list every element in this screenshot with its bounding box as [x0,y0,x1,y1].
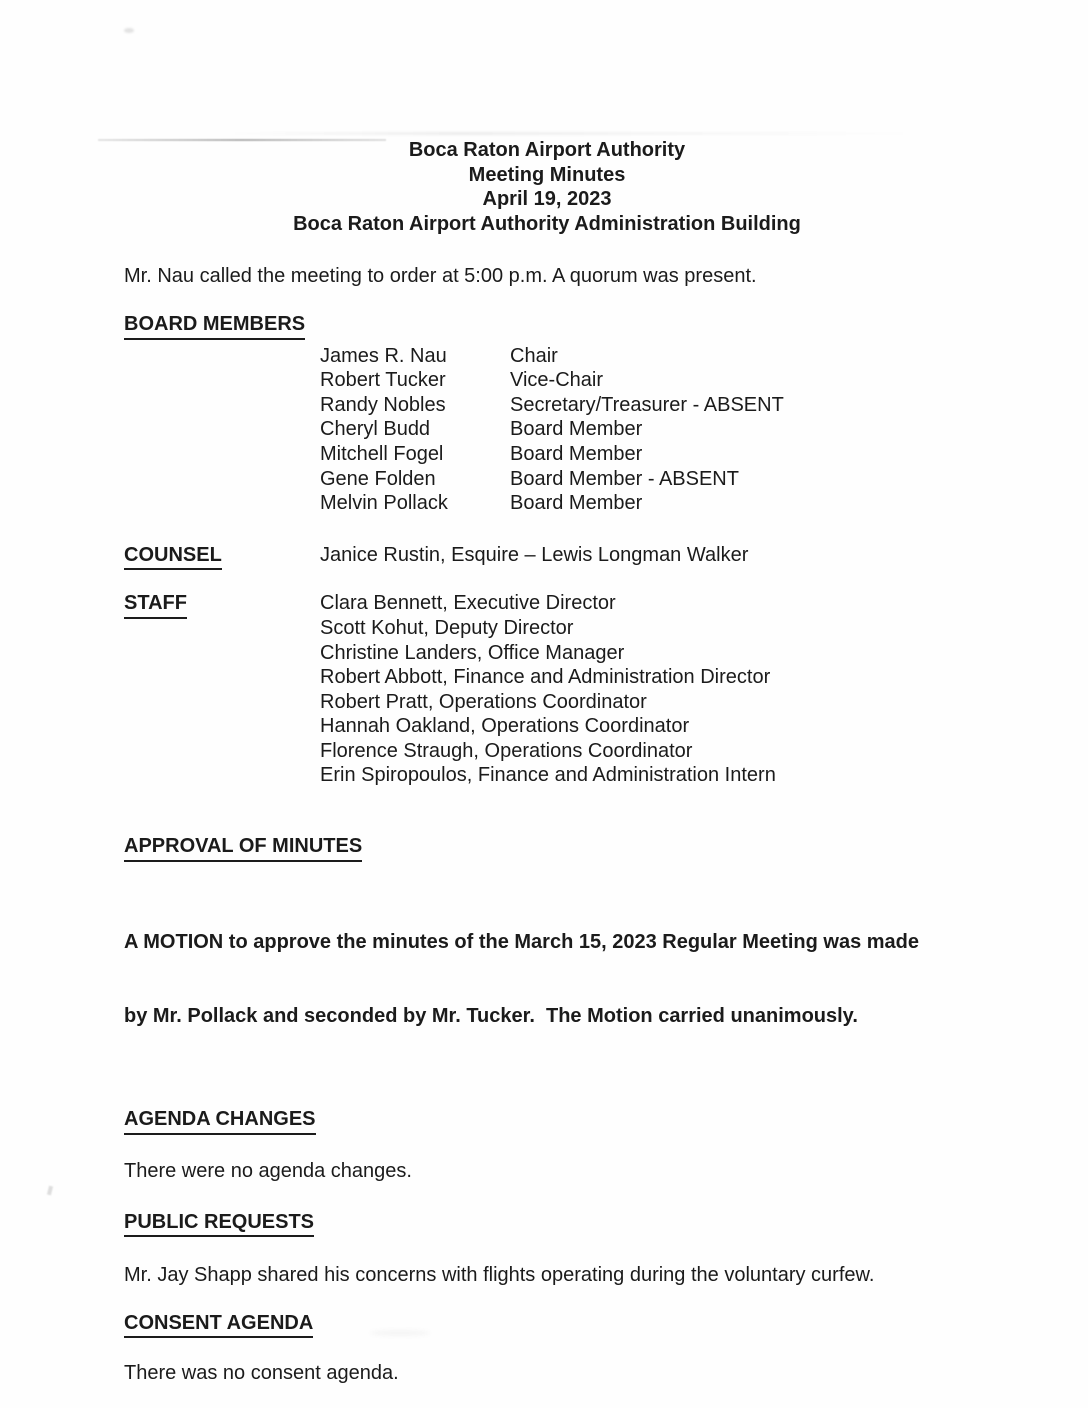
motion-paragraph [124,881,970,1078]
approval-of-minutes-section-heading [124,834,970,862]
title-line-location: Boca Raton Airport Authority Administration Building [293,212,801,235]
list-item: Clara Bennett, Executive Director [320,592,616,615]
staff-section [124,591,970,788]
list-item: Florence Straugh, Operations Coordinator [320,739,693,762]
table-row [320,467,970,492]
staff-label-column [124,591,320,619]
agenda-changes-section-heading [124,1107,970,1135]
public-requests-heading: PUBLIC REQUESTS [124,1210,314,1238]
motion-line-2: by Mr. Pollack and seconded by Mr. Tucker. The Motion carried unanimously. [124,1004,858,1027]
table-row [320,393,970,418]
table-row [320,344,970,369]
document-title-block [124,138,970,236]
title-line-date: April 19, 2023 [482,188,612,211]
table-row [320,491,970,516]
staff-heading: STAFF [124,591,187,619]
member-name: Randy Nobles [320,393,446,416]
member-role: Board Member [510,418,643,441]
board-members-section-heading [124,312,970,340]
approval-of-minutes-heading: APPROVAL OF MINUTES [124,834,362,862]
board-members-heading: BOARD MEMBERS [124,312,305,340]
counsel-value: Janice Rustin, Esquire – Lewis Longman Walker [320,543,749,566]
title-line-meeting-minutes: Meeting Minutes [468,163,626,186]
public-requests-section-heading [124,1210,970,1238]
member-role: Board Member [510,492,643,515]
public-requests-paragraph: Mr. Jay Shapp shared his concerns with flights operating during the voluntary curfew. [124,1264,875,1287]
member-role: Secretary/Treasurer - ABSENT [510,393,784,416]
consent-agenda-paragraph: There was no consent agenda. [124,1362,399,1385]
list-item: Robert Abbott, Finance and Administration Director [320,666,771,689]
table-row [320,442,970,467]
board-members-table [320,344,970,516]
member-role: Chair [510,344,558,367]
staff-list [320,591,776,788]
member-name: Melvin Pollack [320,492,448,515]
consent-agenda-section-heading [124,1311,970,1339]
call-to-order-paragraph: Mr. Nau called the meeting to order at 5:00 p.m. A quorum was present. [124,265,757,288]
list-item: Scott Kohut, Deputy Director [320,616,574,639]
member-role: Board Member - ABSENT [510,467,739,490]
agenda-changes-paragraph: There were no agenda changes. [124,1160,412,1182]
list-item: Christine Landers, Office Manager [320,641,625,664]
member-role: Board Member [510,442,643,465]
list-item: Hannah Oakland, Operations Coordinator [320,715,690,738]
motion-line-1: A MOTION to approve the minutes of the March 15, 2023 Regular Meeting was made [124,930,919,953]
agenda-changes-heading: AGENDA CHANGES [124,1107,316,1135]
consent-agenda-heading: CONSENT AGENDA [124,1311,313,1339]
table-row [320,417,970,442]
member-name: Gene Folden [320,467,436,490]
member-name: Cheryl Budd [320,418,431,441]
member-role: Vice-Chair [510,369,603,392]
scan-mark-artifact [47,1186,53,1196]
member-name: Robert Tucker [320,369,446,392]
table-row [320,368,970,393]
counsel-section [124,543,970,571]
counsel-heading: COUNSEL [124,543,222,571]
title-line-authority: Boca Raton Airport Authority [408,139,686,161]
member-name: Mitchell Fogel [320,442,444,465]
document-content [124,0,970,1386]
counsel-label-column [124,543,320,571]
list-item: Robert Pratt, Operations Coordinator [320,690,647,713]
member-name: James R. Nau [320,344,447,367]
list-item: Erin Spiropoulos, Finance and Administration Intern [320,764,776,787]
